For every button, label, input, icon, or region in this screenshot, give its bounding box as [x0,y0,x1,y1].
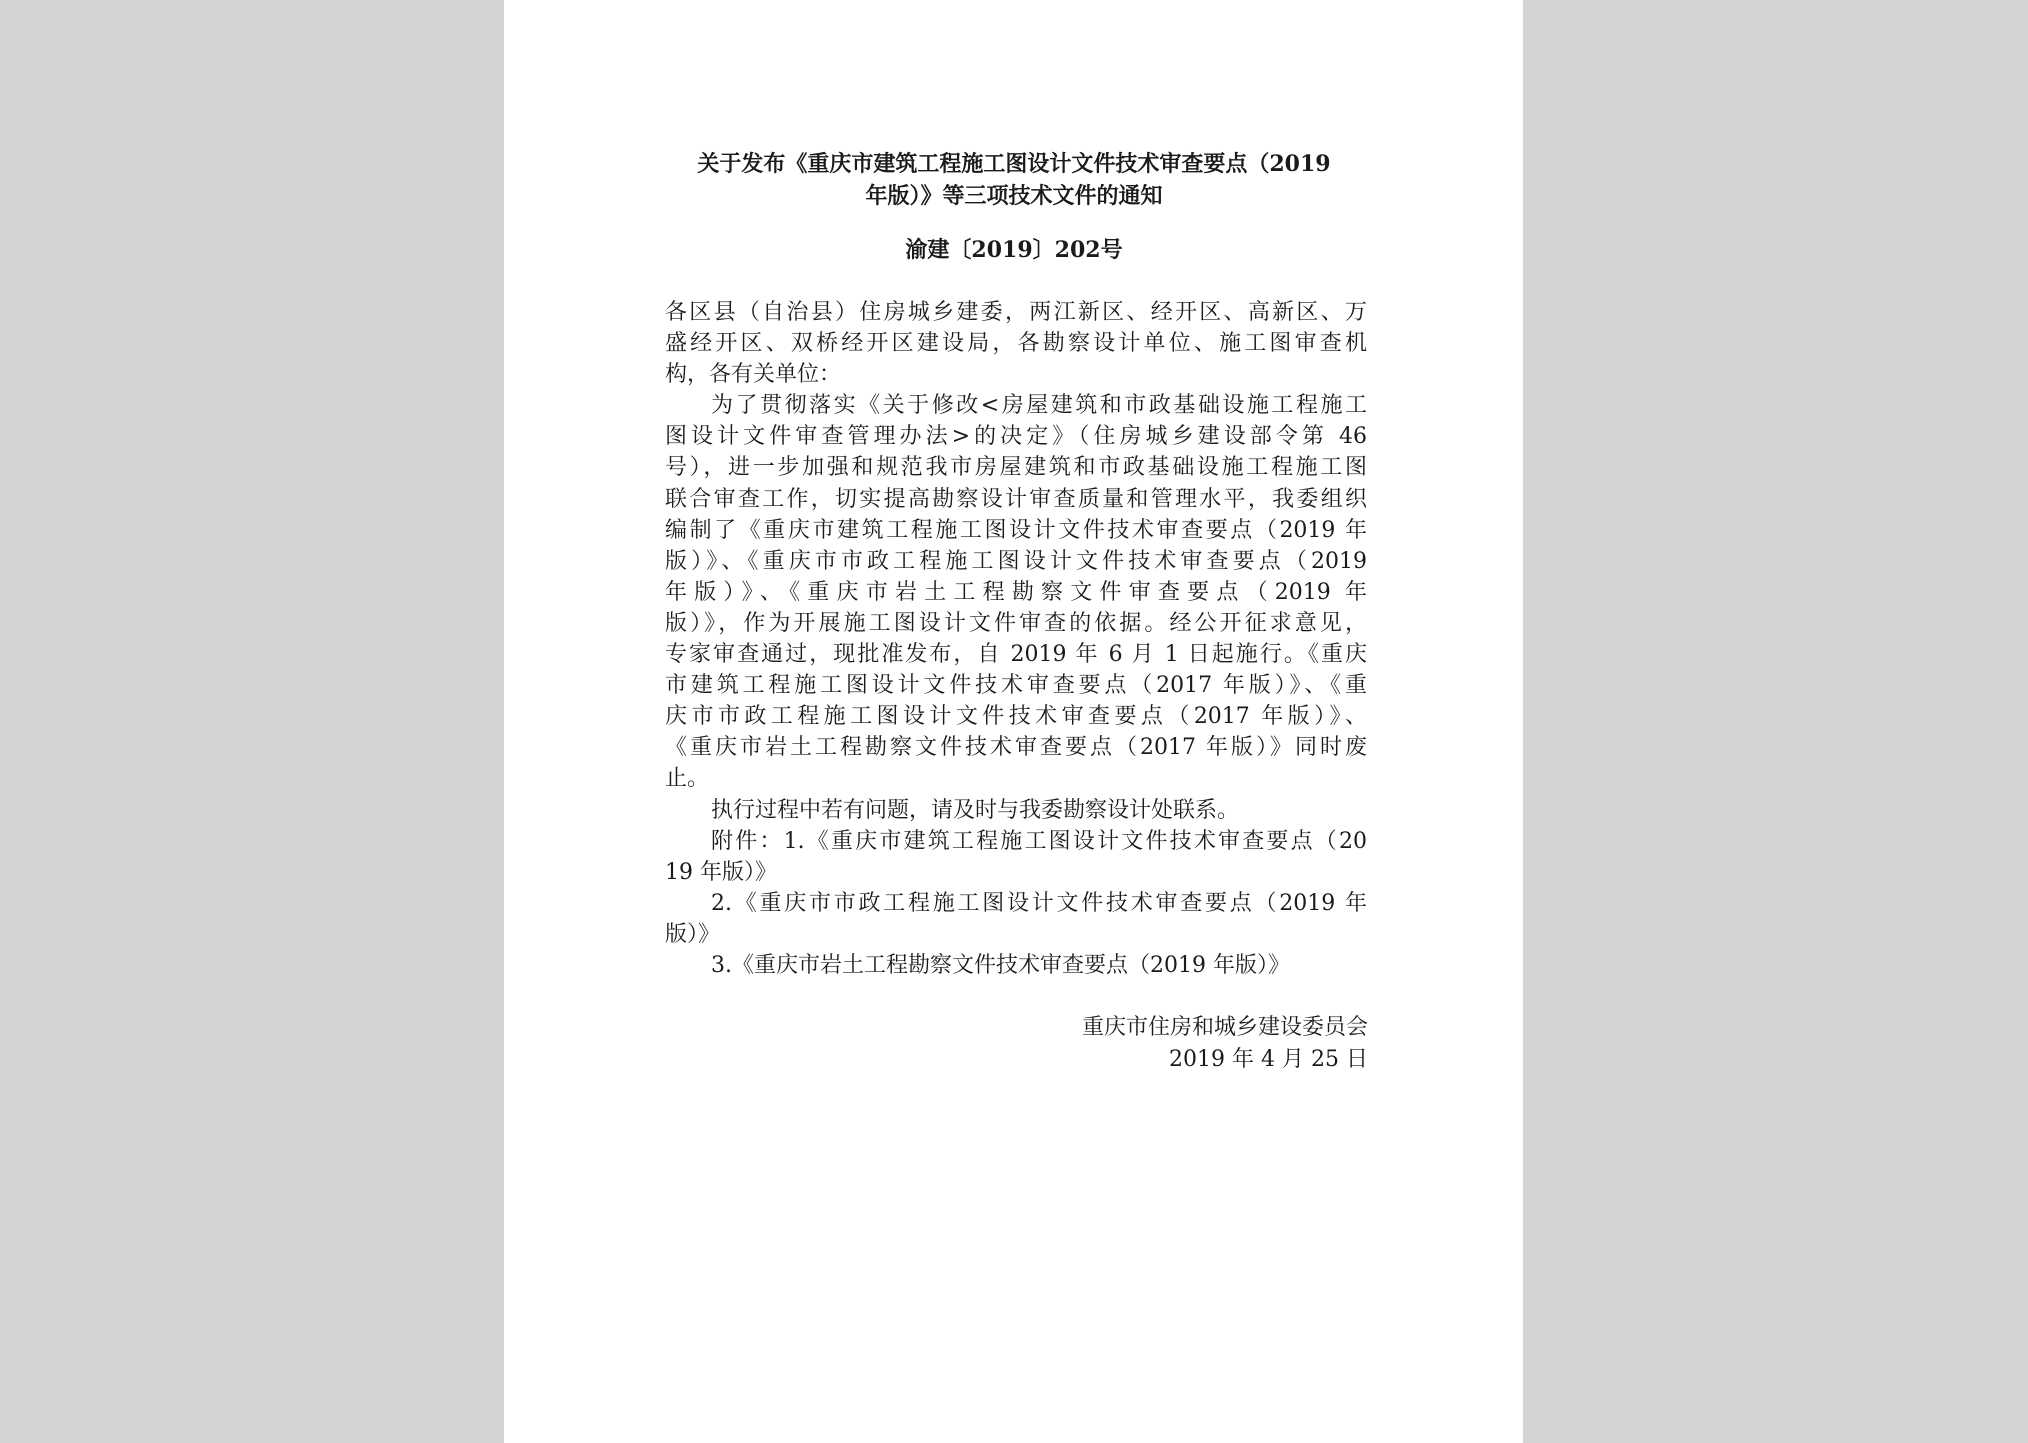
attachment-line: 19 年版）》 [665,859,777,885]
attachments [665,826,1367,981]
attachment-line: 版）》 [665,921,721,947]
signature-block [1082,1012,1368,1076]
paragraph-line: 止。 [665,766,710,792]
title-line-2: 年版）》等三项技术文件的通知 [865,183,1163,209]
document-page [504,0,1523,1443]
contact-paragraph: 执行过程中若有问题，请及时与我委勘察设计处联系。 [711,797,1240,823]
document-body [665,297,1367,981]
addressee-line: 构，各有关单位： [665,362,842,388]
attachment-line: 附件：1.《重庆市建筑工程施工图设计文件技术审查要点（20 [711,828,1367,854]
paragraph-line: 年版）》、《重庆市岩土工程勘察文件审查要点（2019 年 [665,579,1367,605]
paragraph-line: 联合审查工作，切实提高勘察设计审查质量和管理水平，我委组织 [665,486,1367,512]
attachment-line: 3.《重庆市岩土工程勘察文件技术审查要点（2019 年版）》 [711,952,1290,978]
paragraph-line: 专家审查通过，现批准发布，自 2019 年 6 月 1 日起施行。《重庆 [665,642,1367,668]
paragraph-line: 编制了《重庆市建筑工程施工图设计文件技术审查要点（2019 年 [665,517,1367,543]
addressee [665,297,1367,390]
paragraph-line: 《重庆市岩土工程勘察文件技术审查要点（2017 年版）》同时废 [665,735,1367,761]
paragraph-line: 市建筑工程施工图设计文件技术审查要点（2017 年版）》、《重 [665,673,1367,699]
paragraph-line: 为了贯彻落实《关于修改<房屋建筑和市政基础设施工程施工 [711,393,1367,419]
attachment-line: 2.《重庆市市政工程施工图设计文件技术审查要点（2019 年 [711,890,1367,916]
addressee-line: 盛经开区、双桥经开区建设局，各勘察设计单位、施工图审查机 [665,331,1367,357]
paragraph-line: 图设计文件审查管理办法>的决定》（住房城乡建设部令第 46 [665,424,1367,450]
document-title [654,148,1374,212]
paragraph-line: 庆市市政工程施工图设计文件技术审查要点（2017 年版）》、 [665,704,1367,730]
paragraph-line: 版）》，作为开展施工图设计文件审查的依据。经公开征求意见， [665,610,1367,636]
title-line-1: 关于发布《重庆市建筑工程施工图设计文件技术审查要点（2019 [697,151,1331,177]
addressee-line: 各区县（自治县）住房城乡建委，两江新区、经开区、高新区、万 [665,300,1367,325]
paragraph-main [665,390,1367,794]
paragraph-line: 号），进一步加强和规范我市房屋建筑和市政基础设施工程施工图 [665,455,1367,481]
document-number: 渝建〔2019〕202号 [905,237,1123,263]
paragraph-line: 版）》、《重庆市市政工程施工图设计文件技术审查要点（2019 [665,548,1367,574]
signature-date: 2019 年 4 月 25 日 [1169,1047,1368,1072]
signature-org: 重庆市住房和城乡建设委员会 [1081,1015,1368,1040]
